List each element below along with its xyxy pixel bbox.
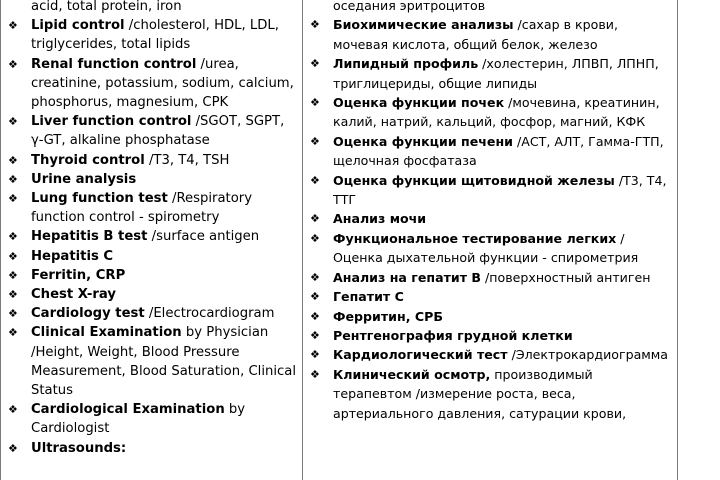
list-item-detail: /поверхностный антиген bbox=[481, 269, 651, 285]
list-item-title: Renal function control bbox=[31, 56, 197, 72]
diamond-bullet-icon: ❖ bbox=[8, 326, 18, 340]
diamond-bullet-icon: ❖ bbox=[310, 270, 320, 284]
list-item-detail: /мочевина, креатинин, калий, натрий, кальций, фосфор, магний, КФК bbox=[333, 95, 660, 130]
diamond-bullet-icon: ❖ bbox=[8, 403, 18, 417]
list-item-detail: /SGOT, SGPT, γ-GT, alkaline phosphatase bbox=[31, 114, 285, 149]
list-item-title: Ferritin, CRP bbox=[31, 267, 126, 283]
list-item-title: Cardiology test bbox=[31, 306, 145, 322]
list-item-detail: /Электрокардиограмма bbox=[507, 347, 669, 363]
english-column bbox=[1, 0, 302, 480]
list-item bbox=[5, 266, 298, 285]
diamond-bullet-icon: ❖ bbox=[310, 328, 320, 342]
list-item-title: Lipid control bbox=[31, 18, 125, 34]
list-item-title: Hepatitis B test bbox=[31, 229, 148, 245]
diamond-bullet-icon: ❖ bbox=[310, 231, 320, 245]
list-item-title: Hepatitis C bbox=[31, 248, 114, 264]
list-item-title: Оценка функции щитовидной железы bbox=[333, 172, 615, 188]
list-item-detail: /cholesterol, HDL, LDL, triglycerides, total lipids bbox=[31, 18, 279, 53]
diamond-bullet-icon: ❖ bbox=[8, 192, 18, 206]
list-item-title: Thyroid control bbox=[31, 152, 145, 168]
list-item bbox=[307, 171, 671, 210]
list-item-title: Биохимические анализы bbox=[333, 17, 514, 33]
diamond-bullet-icon: ❖ bbox=[8, 153, 18, 167]
list-item-title: Cardiological Examination bbox=[31, 402, 225, 418]
diamond-bullet-icon: ❖ bbox=[8, 115, 18, 129]
list-item bbox=[307, 93, 671, 132]
list-item bbox=[5, 323, 298, 400]
list-item-detail: /T3, T4, TSH bbox=[144, 152, 230, 168]
russian-list bbox=[307, 15, 671, 423]
list-item-title: Оценка функции печени bbox=[333, 133, 513, 149]
list-item bbox=[5, 189, 298, 227]
diamond-bullet-icon: ❖ bbox=[310, 96, 320, 110]
list-item-detail: by Cardiologist bbox=[31, 402, 246, 437]
list-item bbox=[5, 112, 298, 150]
list-item-title: Liver function control bbox=[31, 114, 192, 130]
list-item bbox=[307, 268, 671, 287]
list-item bbox=[5, 400, 298, 438]
russian-continuation-line: оседания эритроцитов bbox=[333, 0, 486, 13]
list-item-detail: /холестерин, ЛПВП, ЛПНП, триглицериды, общие липиды bbox=[333, 56, 659, 91]
list-item-title: Функциональное тестирование легких bbox=[333, 230, 617, 246]
list-item bbox=[307, 307, 671, 326]
list-item-detail: /Electrocardiogram bbox=[144, 306, 275, 322]
list-item bbox=[5, 439, 298, 458]
list-item-title: Ферритин, СРБ bbox=[333, 308, 443, 324]
list-item bbox=[5, 151, 298, 170]
list-item bbox=[5, 285, 298, 304]
list-item-title: Clinical Examination bbox=[31, 325, 182, 341]
list-item-detail: by Physician /Height, Weight, Blood Pressure Measurement, Blood Saturation, Clinical Status bbox=[31, 325, 297, 399]
list-item-detail: /АСТ, АЛТ, Гамма-ГТП, щелочная фосфатаза bbox=[333, 133, 664, 169]
list-item-detail: /surface antigen bbox=[147, 229, 260, 245]
list-item-detail: /Respiratory function control - spirometry bbox=[31, 191, 253, 226]
list-item bbox=[5, 170, 298, 189]
list-item-title: Urine analysis bbox=[31, 171, 137, 187]
diamond-bullet-icon: ❖ bbox=[8, 19, 18, 33]
diamond-bullet-icon: ❖ bbox=[8, 172, 18, 186]
list-item-title: Chest X-ray bbox=[31, 287, 116, 303]
list-item-title: Гепатит С bbox=[333, 289, 404, 305]
diamond-bullet-icon: ❖ bbox=[310, 134, 320, 148]
diamond-bullet-icon: ❖ bbox=[8, 441, 18, 455]
list-item-title: Оценка функции почек bbox=[333, 95, 505, 111]
list-item bbox=[307, 132, 671, 171]
list-item bbox=[307, 54, 671, 93]
diamond-bullet-icon: ❖ bbox=[310, 212, 320, 226]
list-item bbox=[5, 304, 298, 323]
diamond-bullet-icon: ❖ bbox=[310, 57, 320, 71]
list-item bbox=[5, 247, 298, 266]
diamond-bullet-icon: ❖ bbox=[8, 268, 18, 282]
list-item bbox=[5, 16, 298, 54]
list-item-detail: производимый терапевтом /измерение роста, веса, артериального давления, сатурации крови, bbox=[333, 366, 627, 421]
english-list bbox=[5, 16, 298, 458]
list-item-detail: /сахар в крови, мочевая кислота, общий белок, железо bbox=[333, 17, 618, 52]
diamond-bullet-icon: ❖ bbox=[8, 307, 18, 321]
diamond-bullet-icon: ❖ bbox=[310, 367, 320, 381]
list-item bbox=[307, 365, 671, 423]
diamond-bullet-icon: ❖ bbox=[310, 173, 320, 187]
list-item-detail: /Т3, Т4, ТТГ bbox=[333, 172, 667, 208]
list-item-title: Кардиологический тест bbox=[333, 347, 508, 363]
list-item bbox=[307, 15, 671, 54]
diamond-bullet-icon: ❖ bbox=[8, 230, 18, 244]
list-item-title: Липидный профиль bbox=[333, 56, 479, 72]
russian-column bbox=[303, 0, 677, 480]
list-item-title: Рентгенография грудной клетки bbox=[333, 327, 573, 343]
list-item-title: Lung function test bbox=[31, 191, 168, 207]
diamond-bullet-icon: ❖ bbox=[310, 18, 320, 32]
list-item bbox=[307, 287, 671, 306]
diamond-bullet-icon: ❖ bbox=[310, 309, 320, 323]
list-item-title: Анализ на гепатит В bbox=[333, 269, 482, 285]
list-item bbox=[307, 326, 671, 345]
diamond-bullet-icon: ❖ bbox=[8, 288, 18, 302]
english-continuation-line: acid, total protein, iron bbox=[31, 0, 182, 14]
list-item bbox=[307, 229, 671, 268]
diamond-bullet-icon: ❖ bbox=[310, 348, 320, 362]
diamond-bullet-icon: ❖ bbox=[310, 290, 320, 304]
list-item-title: Анализ мочи bbox=[333, 211, 427, 227]
list-item bbox=[5, 55, 298, 113]
list-item bbox=[307, 345, 671, 364]
diamond-bullet-icon: ❖ bbox=[8, 249, 18, 263]
table-right-border bbox=[677, 0, 678, 480]
list-item bbox=[307, 209, 671, 228]
list-item-detail: /urea, creatinine, potassium, sodium, calcium, phosphorus, magnesium, CPK bbox=[31, 56, 294, 111]
list-item-title: Ultrasounds: bbox=[31, 440, 127, 456]
list-item bbox=[5, 227, 298, 246]
diamond-bullet-icon: ❖ bbox=[8, 57, 18, 71]
list-item-title: Клинический осмотр, bbox=[333, 366, 491, 382]
list-item-detail: /Оценка дыхательной функции - спирометрия bbox=[333, 230, 639, 266]
